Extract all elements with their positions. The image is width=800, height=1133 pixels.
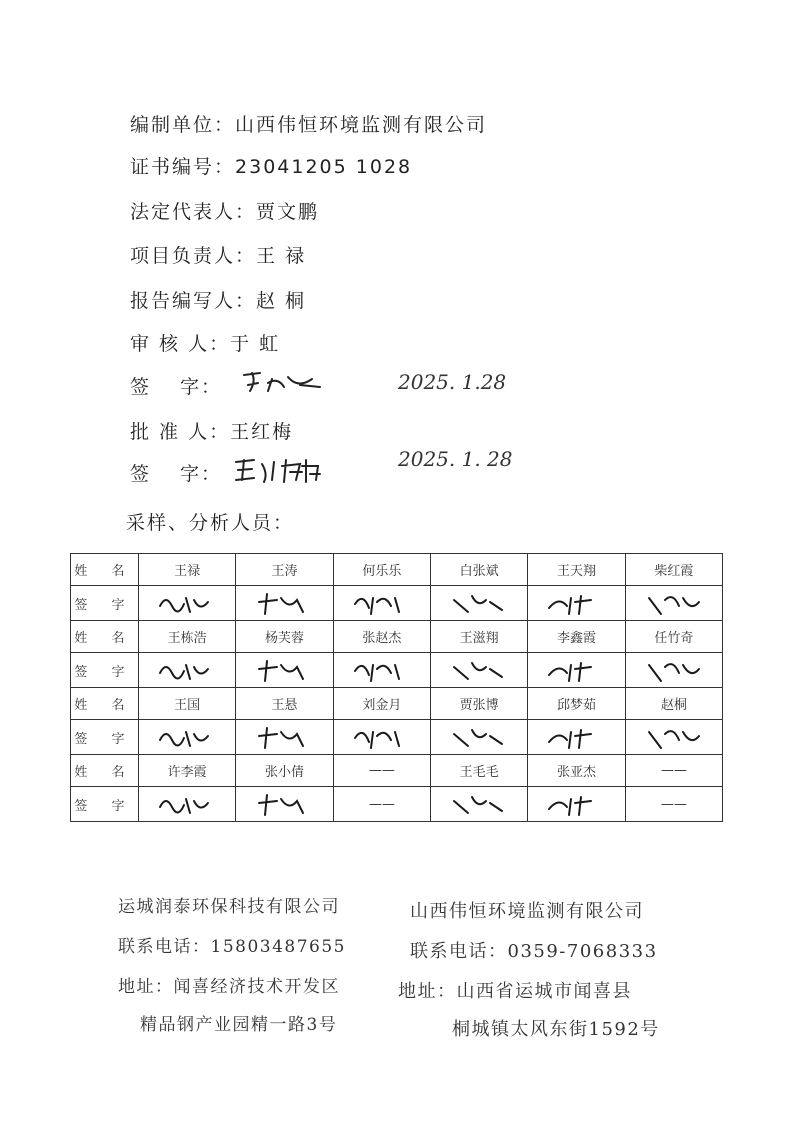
legal-rep-label: 法定代表人：	[130, 201, 257, 223]
sign-label-cell: 签 字	[71, 720, 139, 755]
signature-cell	[430, 720, 527, 755]
name-label-cell: 姓 名	[71, 554, 139, 586]
signature-cell	[139, 787, 236, 822]
signature-cell	[625, 720, 722, 755]
handwritten-signature	[156, 789, 218, 819]
name-cell: 张赵杰	[333, 621, 430, 653]
name-cell: 王涛	[236, 554, 333, 586]
unit-label: 编制单位：	[130, 114, 236, 136]
handwritten-signature	[448, 655, 510, 685]
handwritten-signature	[448, 722, 510, 752]
name-cell: 任竹奇	[625, 621, 722, 653]
handwritten-signature	[156, 588, 218, 618]
footer-left-address-1: 地址：闻喜经济技术开发区	[118, 977, 340, 997]
footer-left-address-2: 精品钢产业园精一路3号	[140, 1015, 338, 1035]
table-row	[71, 688, 723, 720]
name-label-cell: 姓 名	[71, 621, 139, 653]
signature-cell	[430, 586, 527, 621]
handwritten-signature	[448, 588, 510, 618]
handwritten-signature	[253, 722, 315, 752]
cert-label: 证书编号：	[130, 156, 236, 178]
approver-label: 批 准 人：	[130, 421, 231, 443]
signature-cell	[528, 720, 625, 755]
unit-line	[130, 110, 487, 137]
name-label-cell: 姓 名	[71, 688, 139, 720]
sign-label-cell: 签 字	[71, 787, 139, 822]
handwritten-signature	[253, 655, 315, 685]
reviewer-value: 于 虹	[230, 333, 281, 355]
name-cell: 张小倩	[236, 755, 333, 787]
footer-right-address-2: 桐城镇太风东街1592号	[452, 1019, 660, 1040]
report-writer-value: 赵 桐	[256, 290, 307, 312]
sign-label-cell: 签 字	[71, 653, 139, 688]
handwritten-signature	[643, 588, 705, 618]
staff-heading	[126, 508, 294, 535]
cert-line	[130, 152, 412, 179]
name-cell: 赵桐	[625, 688, 722, 720]
name-cell: 王滋翔	[430, 621, 527, 653]
signature-cell	[236, 586, 333, 621]
reviewer-label: 审 核 人：	[130, 333, 231, 355]
footer-left-company: 运城润泰环保科技有限公司	[118, 897, 340, 917]
signature-cell	[139, 720, 236, 755]
sign-label-cell: 签 字	[71, 586, 139, 621]
footer-right-address-1: 地址：山西省运城市闻喜县	[398, 981, 632, 1002]
reviewer-sign-date: 2025. 1.28	[398, 370, 507, 394]
signature-cell	[430, 653, 527, 688]
footer-right-company: 山西伟恒环境监测有限公司	[410, 901, 644, 922]
footer-right-phone: 联系电话：0359-7068333	[410, 941, 658, 962]
approver-line	[130, 417, 293, 444]
approver-value: 王红梅	[230, 421, 294, 443]
name-cell: ——	[625, 755, 722, 787]
name-cell: 王毛毛	[430, 755, 527, 787]
reviewer-sign-line	[130, 372, 222, 399]
handwritten-signature	[643, 655, 705, 685]
name-label-cell: 姓 名	[71, 755, 139, 787]
handwritten-signature	[643, 722, 705, 752]
name-cell: 张亚杰	[528, 755, 625, 787]
signature-cell	[430, 787, 527, 822]
name-cell: 王悬	[236, 688, 333, 720]
name-cell: 王天翔	[528, 554, 625, 586]
signature-cell	[236, 653, 333, 688]
reviewer-sign-label: 签 字：	[130, 376, 223, 398]
legal-rep-value: 贾文鹏	[256, 201, 320, 223]
name-cell: 邱梦茹	[528, 688, 625, 720]
signature-cell	[333, 720, 430, 755]
unit-value: 山西伟恒环境监测有限公司	[235, 114, 488, 136]
project-manager-line	[130, 241, 306, 268]
staff-table	[70, 553, 723, 822]
name-cell: 刘金月	[333, 688, 430, 720]
handwritten-signature	[156, 722, 218, 752]
signature-cell: ——	[333, 787, 430, 822]
report-writer-line	[130, 286, 306, 313]
table-row	[71, 720, 723, 755]
name-cell: 王国	[139, 688, 236, 720]
signature-cell	[528, 787, 625, 822]
handwritten-signature	[156, 655, 218, 685]
handwritten-signature	[351, 588, 413, 618]
handwritten-signature	[351, 722, 413, 752]
signature-cell	[528, 586, 625, 621]
footer-left-phone: 联系电话：15803487655	[118, 937, 346, 957]
staff-heading-label: 采样、分析人员：	[126, 512, 295, 534]
name-cell: 许李霞	[139, 755, 236, 787]
signature-cell	[139, 586, 236, 621]
table-row	[71, 653, 723, 688]
signature-cell	[236, 787, 333, 822]
handwritten-signature	[448, 789, 510, 819]
table-row	[71, 554, 723, 586]
legal-rep-line	[130, 197, 319, 224]
signature-cell	[625, 586, 722, 621]
handwritten-signature	[351, 655, 413, 685]
signature-cell	[333, 586, 430, 621]
project-manager-label: 项目负责人：	[130, 245, 257, 267]
name-cell: 王栋浩	[139, 621, 236, 653]
table-row	[71, 621, 723, 653]
approver-sign-label: 签 字：	[130, 463, 223, 485]
table-row	[71, 586, 723, 621]
handwritten-signature	[253, 789, 315, 819]
signature-cell	[333, 653, 430, 688]
name-cell: 白张斌	[430, 554, 527, 586]
handwritten-signature	[545, 588, 607, 618]
signature-cell: ——	[625, 787, 722, 822]
handwritten-signature	[545, 789, 607, 819]
name-cell: 贾张博	[430, 688, 527, 720]
handwritten-signature	[545, 722, 607, 752]
signature-cell	[236, 720, 333, 755]
name-cell: 柴红霞	[625, 554, 722, 586]
table-row	[71, 755, 723, 787]
reviewer-signature	[238, 365, 328, 397]
table-row	[71, 787, 723, 822]
name-cell: 何乐乐	[333, 554, 430, 586]
cert-value: 23041205 1028	[235, 156, 413, 178]
handwritten-signature	[545, 655, 607, 685]
approver-signature	[232, 452, 327, 486]
name-cell: 李鑫霞	[528, 621, 625, 653]
reviewer-line	[130, 329, 280, 356]
report-writer-label: 报告编写人：	[130, 290, 257, 312]
name-cell: ——	[333, 755, 430, 787]
signature-cell	[625, 653, 722, 688]
approver-sign-date: 2025. 1. 28	[398, 447, 513, 471]
name-cell: 杨芙蓉	[236, 621, 333, 653]
signature-cell	[528, 653, 625, 688]
approver-sign-line	[130, 459, 222, 486]
handwritten-signature	[253, 588, 315, 618]
signature-cell	[139, 653, 236, 688]
name-cell: 王禄	[139, 554, 236, 586]
project-manager-value: 王 禄	[256, 245, 307, 267]
